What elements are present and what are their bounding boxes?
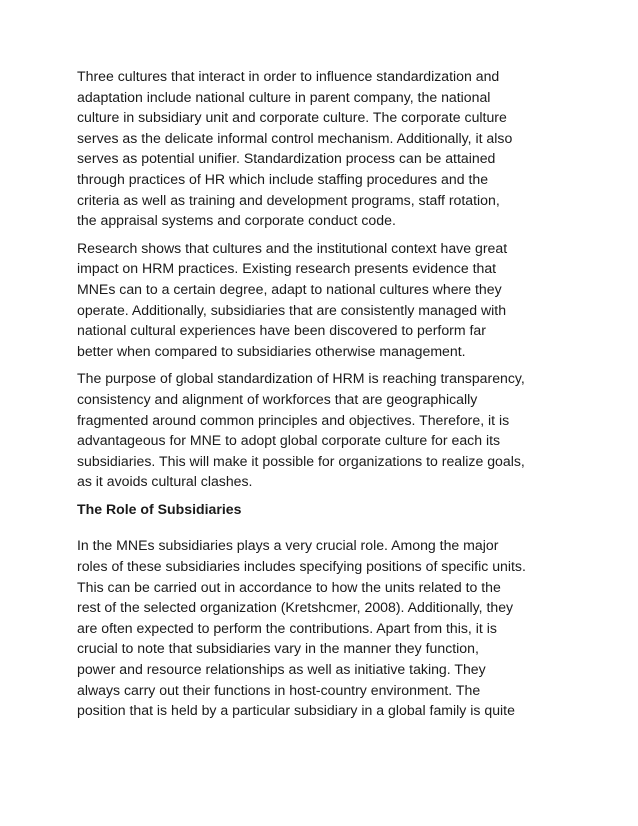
text-line: serves as the delicate informal control mechanism. Additionally, it also [77, 129, 513, 146]
document-body [77, 66, 567, 728]
paragraph-standardization [77, 368, 567, 492]
text-line: always carry out their functions in host-country environment. The [77, 681, 481, 698]
text-line: adaptation include national culture in parent company, the national [77, 88, 491, 105]
text-line: operate. Additionally, subsidiaries that are consistently managed with [77, 301, 507, 318]
text-line: roles of these subsidiaries includes specifying positions of specific units. [77, 558, 526, 575]
text-line: MNEs can to a certain degree, adapt to national cultures where they [77, 280, 502, 297]
text-line: consistency and alignment of workforces that are geographically [77, 390, 478, 407]
text-line: impact on HRM practices. Existing research presents evidence that [77, 260, 497, 277]
text-line: as it avoids cultural clashes. [77, 473, 253, 490]
text-line: Three cultures that interact in order to influence standardization and [77, 68, 500, 84]
section-heading: The Role of Subsidiaries [77, 500, 242, 517]
text-line: culture in subsidiary unit and corporate culture. The corporate culture [77, 109, 507, 126]
text-line: power and resource relationships as well as initiative taking. They [77, 661, 486, 678]
text-line: position that is held by a particular subsidiary in a global family is quite [77, 702, 515, 719]
text-line: the appraisal systems and corporate conduct code. [77, 212, 396, 229]
text-line: crucial to note that subsidiaries vary in the manner they function, [77, 640, 479, 657]
text-line: rest of the selected organization (Kretshcmer, 2008). Additionally, they [77, 599, 514, 616]
text-line: This can be carried out in accordance to how the units related to the [77, 578, 501, 595]
text-line: advantageous for MNE to adopt global corporate culture for each its [77, 432, 501, 449]
text-line: better when compared to subsidiaries otherwise management. [77, 342, 466, 359]
text-line: fragmented around common principles and objectives. Therefore, it is [77, 411, 510, 428]
paragraph-cultures [77, 66, 567, 231]
text-line: The purpose of global standardization of HRM is reaching transparency, [77, 370, 525, 387]
text-line: criteria as well as training and development programs, staff rotation, [77, 191, 500, 208]
paragraph-subsidiaries [77, 535, 567, 720]
text-line: serves as potential unifier. Standardization process can be attained [77, 150, 496, 167]
text-line: national cultural experiences have been discovered to perform far [77, 322, 486, 339]
paragraph-research [77, 238, 567, 362]
text-line: Research shows that cultures and the institutional context have great [77, 239, 508, 256]
text-line: are often expected to perform the contributions. Apart from this, it is [77, 619, 497, 636]
text-line: In the MNEs subsidiaries plays a very crucial role. Among the major [77, 537, 499, 554]
text-line: subsidiaries. This will make it possible for organizations to realize goals, [77, 452, 525, 469]
text-line: through practices of HR which include staffing procedures and the [77, 170, 489, 187]
